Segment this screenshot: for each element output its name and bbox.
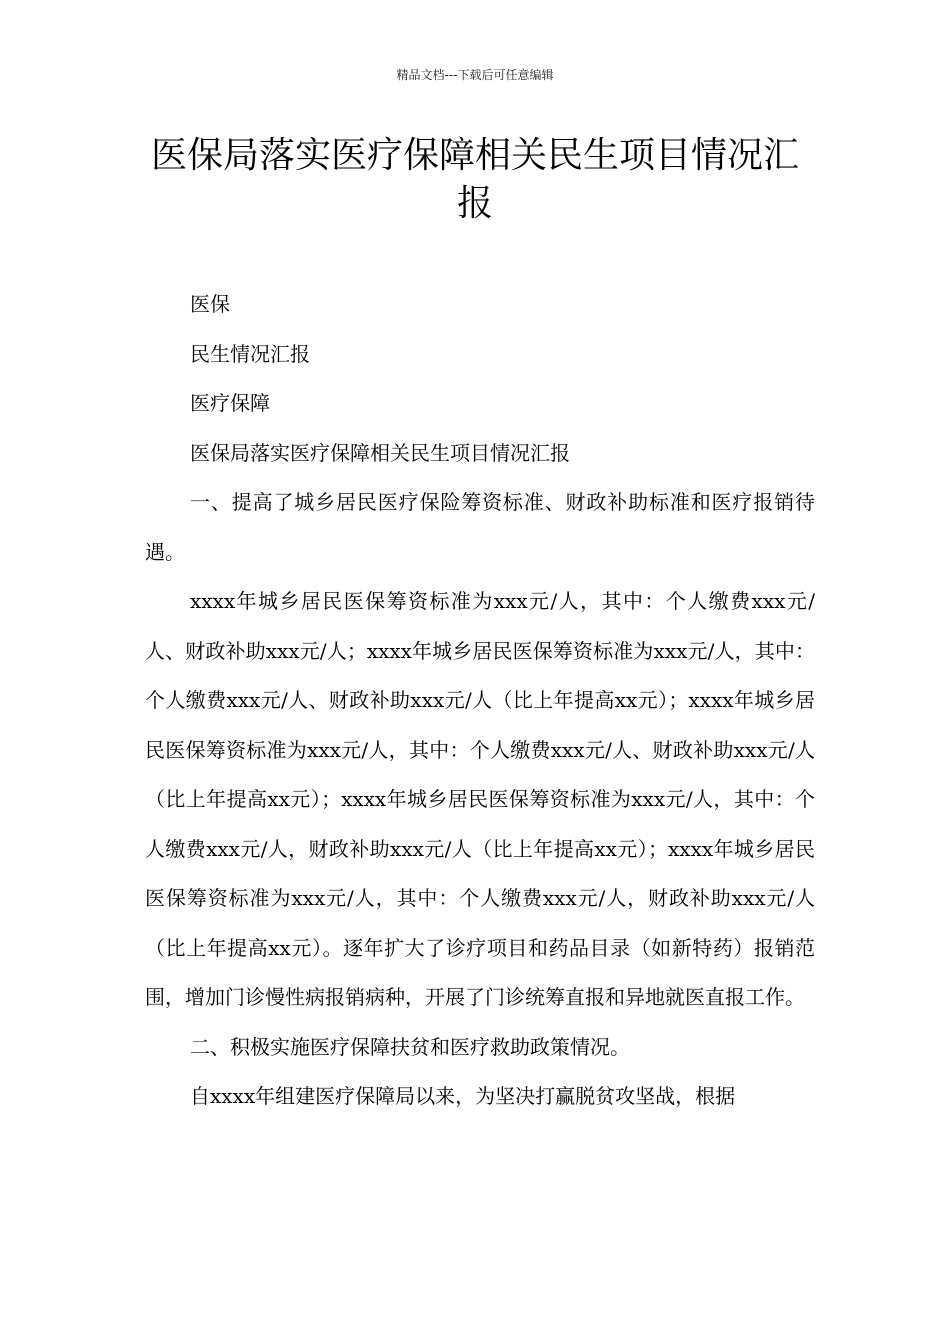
keyword-line: 医保: [190, 292, 230, 316]
body-paragraph: 自xxxx年组建医疗保障局以来，为坚决打赢脱贫攻坚战，根据: [190, 1084, 736, 1108]
keyword-line: 民生情况汇报: [190, 341, 310, 366]
keyword-line: 医疗保障: [190, 391, 270, 415]
section-heading: 一、提高了城乡居民医疗保险筹资标准、财政补助标准和医疗报销待遇。: [145, 490, 815, 564]
document-title: 医保局落实医疗保障相关民生项目情况汇报: [150, 135, 799, 224]
section-heading: 二、积极实施医疗保障扶贫和医疗救助政策情况。: [190, 1034, 630, 1059]
header-note: 精品文档---下载后可任意编辑: [396, 68, 554, 82]
body-paragraph: xxxx年城乡居民医保筹资标准为xxx元/人，其中：个人缴费xxx元/人、财政补助xxx元/人；xxxx年城乡居民医保筹资标准为xxx元/人，其中：个人缴费xxx元/人、财政补助xxx元/人（比上年提高xx元）；xxxx年城乡居民医保筹资标准为xxx元/人，其中：个人缴费xxx元/人、财政补助xxx元/人（比上年提高xx元）；xxxx年城乡居民医保筹资标准为xxx元/人，其中：个人缴费xxx元/人，财政补助xxx元/人（比上年提高xx元）；xxxx年城乡居民医保筹资标准为xxx元/人，其中：个人缴费xxx元/人，财政补助xxx元/人（比上年提高xx元）。逐年扩大了诊疗项目和药品目录（如新特药）报销范围，增加门诊慢性病报销病种，开展了门诊统筹直报和异地就医直报工作。: [145, 589, 815, 1009]
document-body: [145, 280, 815, 1122]
keyword-line: 医保局落实医疗保障相关民生项目情况汇报: [190, 440, 570, 465]
